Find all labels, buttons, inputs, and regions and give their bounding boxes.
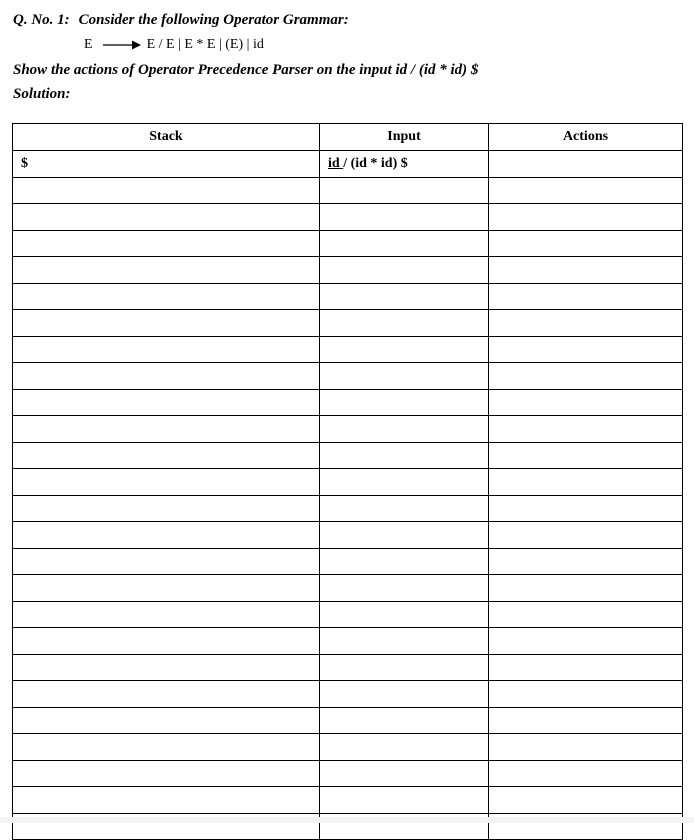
table-row [13, 495, 683, 522]
stack-cell [13, 230, 320, 257]
input-cell [320, 707, 489, 734]
input-cell [320, 522, 489, 549]
table-row [13, 707, 683, 734]
stack-cell [13, 548, 320, 575]
actions-cell [489, 654, 683, 681]
input-cell [320, 495, 489, 522]
input-cell [320, 469, 489, 496]
input-cell [320, 151, 489, 178]
stack-cell [13, 416, 320, 443]
actions-cell [489, 575, 683, 602]
actions-cell [489, 548, 683, 575]
actions-cell [489, 310, 683, 337]
table-row [13, 548, 683, 575]
input-cell [320, 548, 489, 575]
stack-cell [13, 760, 320, 787]
stack-cell [13, 654, 320, 681]
question-line [13, 12, 349, 29]
table-row [13, 469, 683, 496]
grammar-lhs: E [84, 37, 93, 52]
actions-cell [489, 204, 683, 231]
table-row [13, 787, 683, 814]
stack-cell [13, 681, 320, 708]
table-row [13, 416, 683, 443]
input-cell [320, 787, 489, 814]
input-cell [320, 257, 489, 284]
table-row [13, 628, 683, 655]
input-remaining: / (id * id) $ [343, 155, 408, 171]
stack-cell [13, 707, 320, 734]
input-cell [320, 681, 489, 708]
stack-cell [13, 734, 320, 761]
stack-cell [13, 389, 320, 416]
header-actions: Actions [489, 124, 683, 151]
input-cell [320, 230, 489, 257]
actions-cell [489, 469, 683, 496]
actions-cell [489, 787, 683, 814]
stack-cell [13, 257, 320, 284]
stack-cell [13, 787, 320, 814]
input-cell [320, 336, 489, 363]
input-current-token: id [328, 155, 344, 171]
question-number: Q. No. 1: [13, 12, 70, 28]
stack-cell [13, 310, 320, 337]
table-row [13, 257, 683, 284]
actions-cell [489, 283, 683, 310]
table-row [13, 177, 683, 204]
stack-cell [13, 363, 320, 390]
actions-cell [489, 628, 683, 655]
table-header-row [13, 124, 683, 151]
actions-cell [489, 734, 683, 761]
table-row [13, 522, 683, 549]
stack-cell [13, 601, 320, 628]
header-stack: Stack [13, 124, 320, 151]
actions-cell [489, 257, 683, 284]
input-cell [320, 628, 489, 655]
actions-cell [489, 177, 683, 204]
table-row [13, 760, 683, 787]
actions-cell [489, 522, 683, 549]
actions-cell [489, 151, 683, 178]
actions-cell [489, 416, 683, 443]
input-cell [320, 575, 489, 602]
stack-cell: $ [13, 151, 320, 178]
task-statement: Show the actions of Operator Precedence Parser on the input id / (id * id) $ [13, 62, 479, 78]
stack-cell [13, 628, 320, 655]
input-cell [320, 601, 489, 628]
input-cell [320, 363, 489, 390]
stack-cell [13, 575, 320, 602]
actions-cell [489, 363, 683, 390]
table-row [13, 734, 683, 761]
table-row [13, 363, 683, 390]
actions-cell [489, 389, 683, 416]
table-row [13, 310, 683, 337]
actions-cell [489, 601, 683, 628]
table-row [13, 389, 683, 416]
table-row [13, 151, 683, 178]
input-cell [320, 310, 489, 337]
grammar-rhs: E / E | E * E | (E) | id [146, 37, 264, 52]
table-row [13, 204, 683, 231]
question-text: Consider the following Operator Grammar: [78, 12, 349, 28]
stack-cell [13, 442, 320, 469]
input-cell [320, 389, 489, 416]
page-bottom-edge [0, 817, 694, 823]
input-cell [320, 177, 489, 204]
table-row [13, 442, 683, 469]
table-row [13, 654, 683, 681]
actions-cell [489, 707, 683, 734]
input-cell [320, 734, 489, 761]
table-row [13, 601, 683, 628]
stack-cell [13, 336, 320, 363]
input-cell [320, 204, 489, 231]
actions-cell [489, 230, 683, 257]
input-cell [320, 283, 489, 310]
input-cell [320, 654, 489, 681]
table-row [13, 575, 683, 602]
solution-label: Solution: [13, 86, 71, 102]
stack-cell [13, 177, 320, 204]
parse-table [12, 123, 683, 840]
stack-cell [13, 469, 320, 496]
stack-cell [13, 283, 320, 310]
input-cell [320, 442, 489, 469]
table-row [13, 230, 683, 257]
actions-cell [489, 495, 683, 522]
table-row [13, 283, 683, 310]
header-input: Input [320, 124, 489, 151]
actions-cell [489, 336, 683, 363]
stack-cell [13, 522, 320, 549]
actions-cell [489, 442, 683, 469]
stack-cell [13, 495, 320, 522]
stack-cell [13, 204, 320, 231]
table-row [13, 336, 683, 363]
table-row [13, 681, 683, 708]
input-cell [320, 416, 489, 443]
grammar-rule [84, 37, 264, 53]
input-cell [320, 760, 489, 787]
actions-cell [489, 760, 683, 787]
actions-cell [489, 681, 683, 708]
right-arrow-icon [103, 39, 141, 51]
